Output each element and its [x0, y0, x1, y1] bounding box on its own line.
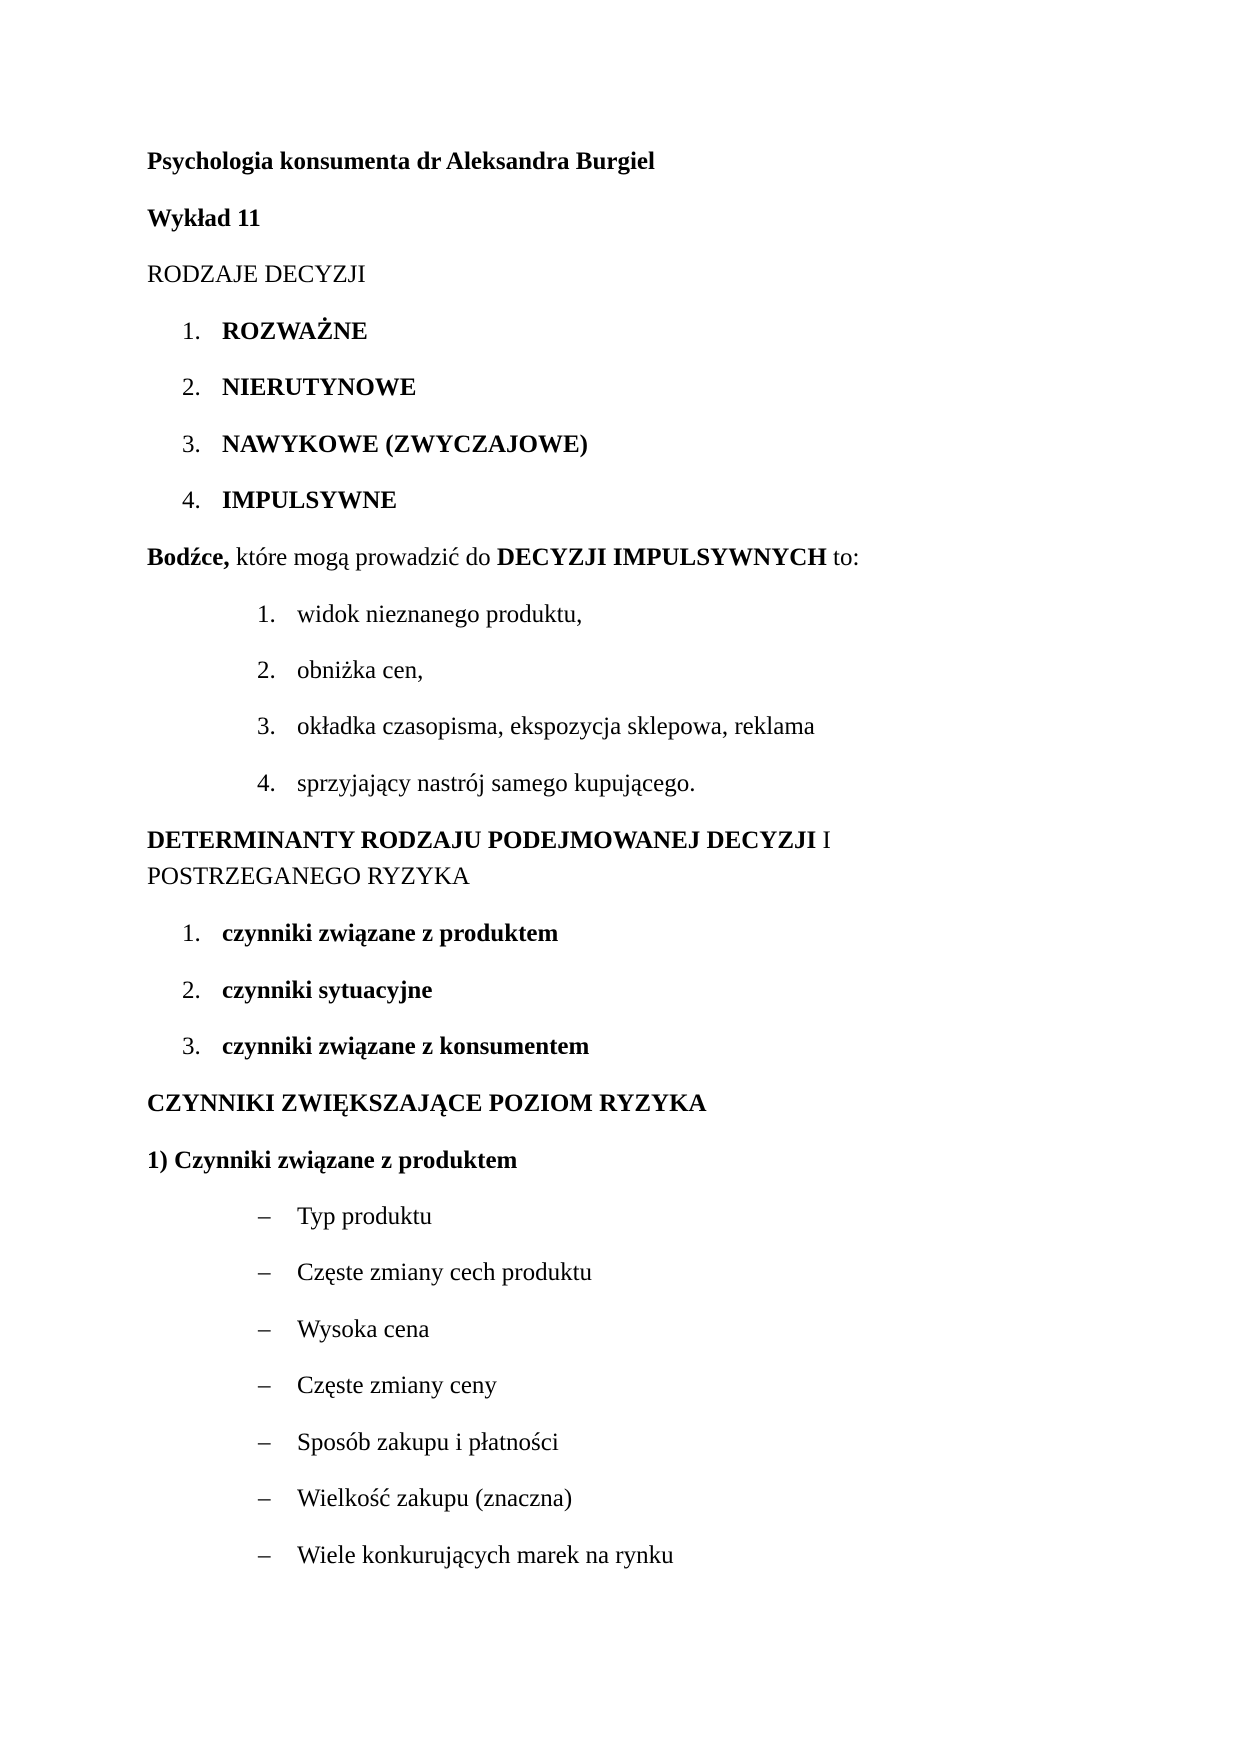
list-label: Sposób zakupu i płatności [297, 1429, 559, 1456]
list-label: czynniki sytuacyjne [222, 977, 433, 1004]
dash-bullet: – [258, 1259, 271, 1286]
lecture-number: Wykład 11 [147, 205, 261, 232]
dash-bullet: – [258, 1372, 271, 1399]
risk-factors-heading: CZYNNIKI ZWIĘKSZAJĄCE POZIOM RYZYKA [147, 1090, 707, 1117]
list-label: IMPULSYWNE [222, 487, 398, 514]
list-number: 1. [182, 318, 201, 345]
risk-factors-subheading: 1) Czynniki związane z produktem [147, 1147, 518, 1174]
list-label: ROZWAŻNE [222, 318, 368, 345]
stimuli-intro-bold: Bodźce, [147, 544, 230, 571]
dash-bullet: – [258, 1316, 271, 1343]
determinants-heading [147, 826, 831, 856]
list-label: widok nieznanego produktu, [297, 601, 583, 628]
stimuli-intro-end: to: [826, 544, 860, 571]
list-label: czynniki związane z produktem [222, 920, 559, 947]
dash-bullet: – [258, 1485, 271, 1512]
list-label: Częste zmiany ceny [297, 1372, 497, 1399]
list-number: 1. [182, 920, 201, 947]
list-label: okładka czasopisma, ekspozycja sklepowa, reklama [297, 713, 815, 740]
list-label: czynniki związane z konsumentem [222, 1033, 590, 1060]
list-number: 2. [182, 374, 201, 401]
determinants-heading-normal: I [816, 827, 831, 854]
list-number: 2. [257, 657, 276, 684]
list-label: obniżka cen, [297, 657, 424, 684]
stimuli-intro-text: które mogą prowadzić do [229, 544, 497, 571]
list-label: sprzyjający nastrój samego kupującego. [297, 770, 696, 797]
dash-bullet: – [258, 1429, 271, 1456]
decision-types-heading: RODZAJE DECYZJI [147, 261, 366, 288]
list-number: 4. [182, 487, 201, 514]
list-number: 3. [257, 713, 276, 740]
list-label: NIERUTYNOWE [222, 374, 417, 401]
list-label: Częste zmiany cech produktu [297, 1259, 593, 1286]
list-number: 2. [182, 977, 201, 1004]
list-number: 3. [182, 431, 201, 458]
list-label: Typ produktu [297, 1203, 433, 1230]
list-number: 1. [257, 601, 276, 628]
stimuli-intro [147, 543, 859, 573]
list-label: Wielkość zakupu (znaczna) [297, 1485, 573, 1512]
determinants-heading-line-2: POSTRZEGANEGO RYZYKA [147, 863, 470, 890]
dash-bullet: – [258, 1542, 271, 1569]
dash-bullet: – [258, 1203, 271, 1230]
list-number: 4. [257, 770, 276, 797]
list-label: Wiele konkurujących marek na rynku [297, 1542, 674, 1569]
stimuli-intro-bold-2: DECYZJI IMPULSYWNYCH [496, 544, 827, 571]
list-label: NAWYKOWE (ZWYCZAJOWE) [222, 431, 588, 458]
determinants-heading-bold: DETERMINANTY RODZAJU PODEJMOWANEJ DECYZJI [147, 827, 817, 854]
list-number: 3. [182, 1033, 201, 1060]
list-label: Wysoka cena [297, 1316, 430, 1343]
document-title: Psychologia konsumenta dr Aleksandra Burgiel [147, 148, 655, 175]
